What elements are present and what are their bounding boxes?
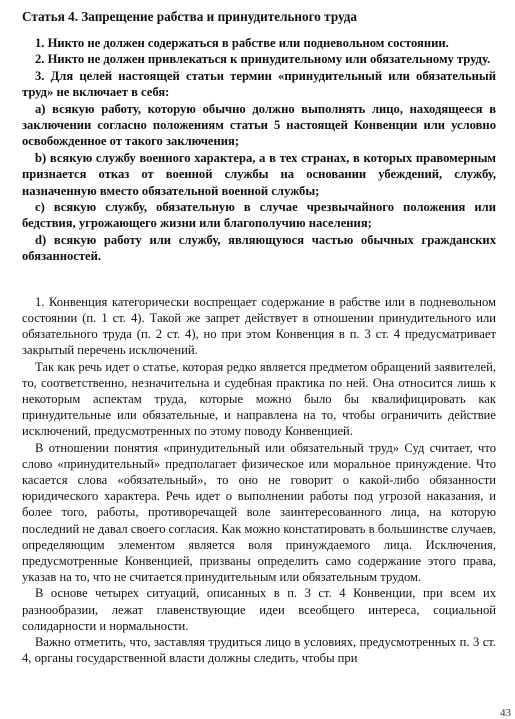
commentary-paragraph: В основе четырех ситуаций, описанных в п. 3 ст. 4 Конвенции, при всем их разнообразии, лежат главенствующие идеи всеобщего интереса, социальной солидарности и нормальности. — [22, 586, 496, 633]
article-paragraph: 3. Для целей настоящей статьи термин «принудительный или обязательный труд» не включает в себя: — [22, 68, 496, 100]
article-paragraph: d) всякую работу или службу, являющуюся частью обычных гражданских обязанностей. — [22, 232, 496, 264]
document-page — [22, 8, 496, 666]
commentary-paragraph: В отношении понятия «принудительный или обязательный труд» Суд считает, что слово «принудительный» предполагает физическое или моральное принуждение. Что касается слова «обязательный», то оно не говорит о какой-либо обязанности юридического характера. Речь идет о выполнении работы под угрозой наказания, и более того, работы, противоречащей воле заинтересованного лица, на которую последний не давал своего согласия. Как можно констатировать в большинстве случаев, определяющим элементом является воля принуждаемого лица. Исключения, предусмотренные Конвенцией, призваны определить само содержание этого права, указав на то, что не считается принудительным или обязательным трудом. — [22, 440, 496, 585]
article-text — [22, 35, 496, 265]
commentary-text — [22, 294, 496, 667]
commentary-paragraph: Важно отметить, что, заставляя трудиться лицо в условиях, предусмотренных п. 3 ст. 4, органы государственной власти должны следить, чтобы при — [22, 634, 496, 666]
commentary-paragraph: 1. Конвенция категорически воспрещает содержание в рабстве или в подневольном состоянии (п. 1 ст. 4). Такой же запрет действует в отношении принудительного или обязательного труда (п. 2 ст. 4), но при этом Конвенция в п. 3 ст. 4 предусматривает закрытый перечень исключений. — [22, 294, 496, 358]
article-title: Статья 4. Запрещение рабства и принудительного труда — [22, 9, 358, 24]
article-paragraph: 2. Никто не должен привлекаться к принудительному или обязательному труду. — [35, 52, 491, 67]
commentary-paragraph: Так как речь идет о статье, которая редко является предметом обращений заявителей, то, соответственно, незначительна и судебная практика по ней. Она относится лишь к некоторым аспектам труда, которые можно было бы квалифицировать как принудительные или обязательные, и направлена на то, чтобы ограничить действие исключений, предусмотренных по этому поводу Конвенцией. — [22, 359, 496, 439]
page-number: 43 — [500, 707, 511, 719]
section-gap — [22, 265, 496, 294]
article-paragraph: a) всякую работу, которую обычно должно выполнять лицо, находящееся в заключении согласно положениям статьи 5 настоящей Конвенции или условно освобожденное от такого заключения; — [22, 101, 496, 149]
article-paragraph: c) всякую службу, обязательную в случае чрезвычайного положения или бедствия, угрожающего жизни или благополучию населения; — [22, 200, 496, 231]
article-paragraph: 1. Никто не должен содержаться в рабстве или подневольном состоянии. — [35, 36, 449, 50]
article-paragraph: b) всякую службу военного характера, а в тех странах, в которых правомерным признается отказ от военной службы на основании убеждений, службу, назначенную вместо обязательной военной службы; — [22, 150, 496, 198]
